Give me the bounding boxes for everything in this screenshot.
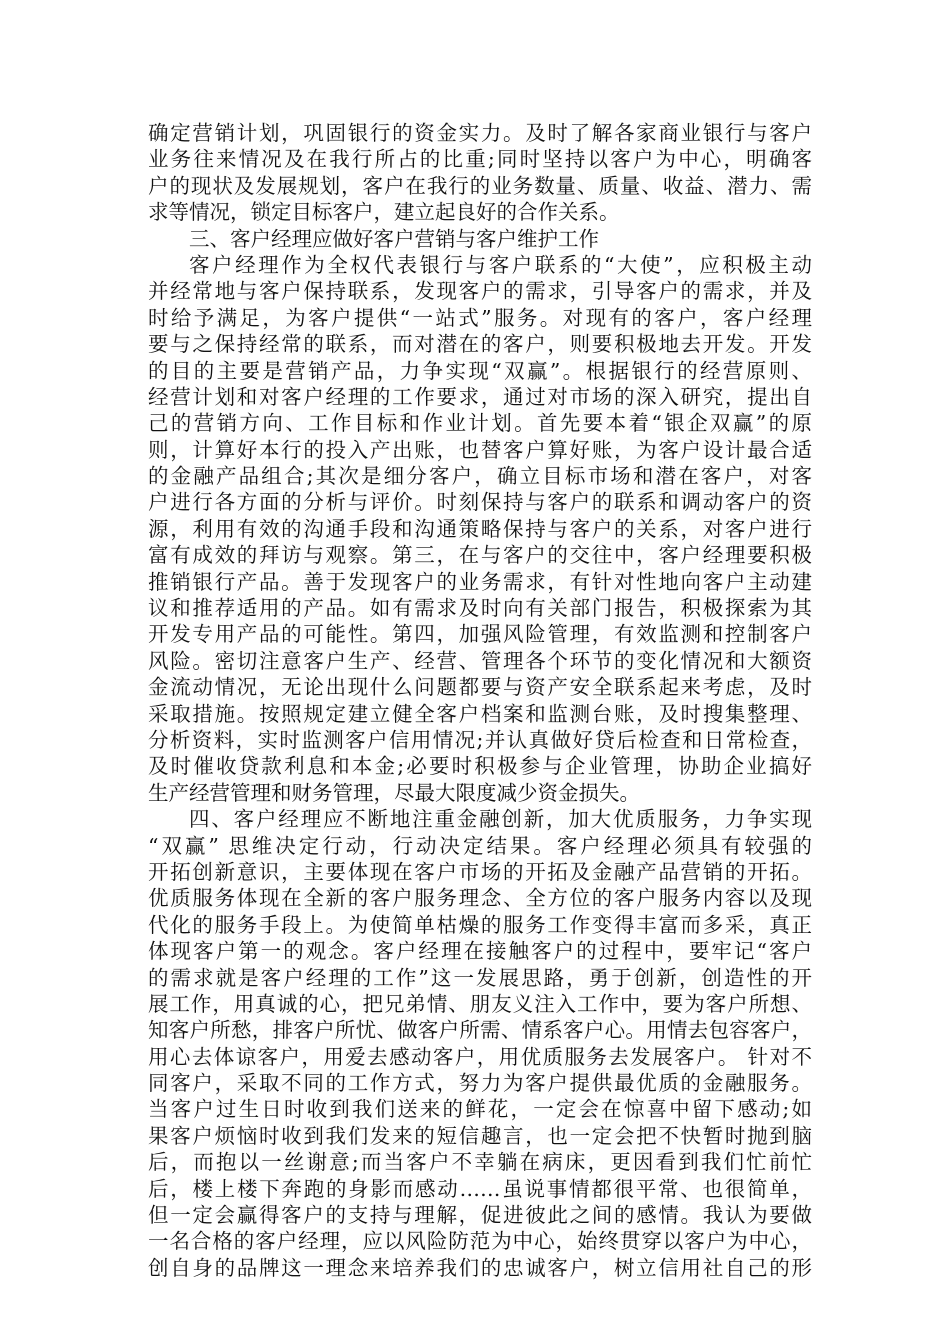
text-line: 用心去体谅客户，用爱去感动客户，用优质服务去发展客户。 针对不	[148, 1044, 812, 1069]
text-line: 代化的服务手段上。为使简单枯燥的服务工作变得丰富而多采，真正	[148, 912, 812, 937]
text-line: 确定营销计划，巩固银行的资金实力。及时了解各家商业银行与客户	[148, 121, 812, 145]
text-line: 体现客户第一的观念。客户经理在接触客户的过程中，要牢记“客户	[148, 939, 812, 964]
text-line: 三、客户经理应做好客户营销与客户维护工作	[189, 226, 599, 251]
text-line: 要与之保持经常的联系，而对潜在的客户，则要积极地去开发。开发	[148, 332, 812, 357]
text-line: 源，利用有效的沟通手段和沟通策略保持与客户的关系，对客户进行	[148, 516, 812, 541]
text-line: 客户经理作为全权代表银行与客户联系的“大使”，应积极主动	[189, 252, 812, 277]
text-line: 富有成效的拜访与观察。第三，在与客户的交往中，客户经理要积极	[148, 543, 812, 568]
text-line: 求等情况，锁定目标客户，建立起良好的合作关系。	[148, 200, 620, 225]
text-line: “双赢” 思维决定行动，行动决定结果。客户经理必须具有较强的	[148, 833, 812, 858]
text-line: 推销银行产品。善于发现客户的业务需求，有针对性地向客户主动建	[148, 569, 812, 594]
text-line: 四、客户经理应不断地注重金融创新，加大优质服务，力争实现	[189, 807, 812, 832]
text-line: 金流动情况，无论出现什么问题都要与资产安全联系起来考虑，及时	[148, 675, 812, 700]
text-line: 经营计划和对客户经理的工作要求，通过对市场的深入研究，提出自	[148, 384, 812, 409]
text-line: 创自身的品牌这一理念来培养我们的忠诚客户，树立信用社自己的形	[148, 1255, 812, 1280]
text-line: 采取措施。按照规定建立健全客户档案和监测台账，及时搜集整理、	[148, 701, 812, 726]
text-line: 户的现状及发展规划，客户在我行的业务数量、质量、收益、潜力、需	[148, 173, 812, 198]
text-line: 展工作，用真诚的心，把兄弟情、朋友义注入工作中，要为客户所想、	[148, 991, 812, 1016]
text-line: 的目的主要是营销产品，力争实现“双赢”。根据银行的经营原则、	[148, 358, 812, 383]
text-line: 户进行各方面的分析与评价。时刻保持与客户的联系和调动客户的资	[148, 490, 812, 515]
text-line: 议和推荐适用的产品。如有需求及时向有关部门报告，积极探索为其	[148, 596, 812, 621]
text-line: 果客户烦恼时收到我们发来的短信趣言，也一定会把不快暂时抛到脑	[148, 1123, 812, 1148]
text-line: 并经常地与客户保持联系，发现客户的需求，引导客户的需求，并及	[148, 279, 812, 304]
text-line: 当客户过生日时收到我们送来的鲜花，一定会在惊喜中留下感动;如	[148, 1097, 812, 1122]
text-line: 开拓创新意识，主要体现在客户市场的开拓及金融产品营销的开拓。	[148, 859, 812, 884]
text-line: 后，楼上楼下奔跑的身影而感动……虽说事情都很平常、也很简单，	[148, 1176, 812, 1201]
text-line: 但一定会赢得客户的支持与理解，促进彼此之间的感情。我认为要做	[148, 1203, 812, 1228]
text-line: 分析资料，实时监测客户信用情况;并认真做好贷后检查和日常检查，	[148, 727, 812, 752]
text-line: 的金融产品组合;其次是细分客户，确立目标市场和潜在客户，对客	[148, 464, 812, 489]
text-line: 同客户，采取不同的工作方式，努力为客户提供最优质的金融服务。	[148, 1071, 812, 1096]
text-line: 的需求就是客户经理的工作”这一发展思路，勇于创新，创造性的开	[148, 965, 812, 990]
text-line: 风险。密切注意客户生产、经营、管理各个环节的变化情况和大额资	[148, 648, 812, 673]
text-line: 后，而抱以一丝谢意;而当客户不幸躺在病床，更因看到我们忙前忙	[148, 1150, 812, 1175]
text-line: 生产经营管理和财务管理，尽最大限度减少资金损失。	[148, 780, 640, 805]
text-line: 一名合格的客户经理，应以风险防范为中心，始终贯穿以客户为中心，	[148, 1229, 812, 1254]
document-page	[148, 120, 812, 1281]
text-line: 则，计算好本行的投入产出账，也替客户算好账，为客户设计最合适	[148, 437, 812, 462]
text-line: 开发专用产品的可能性。第四，加强风险管理，有效监测和控制客户	[148, 622, 812, 647]
text-line: 时给予满足，为客户提供“一站式”服务。对现有的客户，客户经理	[148, 305, 812, 330]
text-line: 业务往来情况及在我行所占的比重;同时坚持以客户为中心，明确客	[148, 147, 812, 172]
text-line: 优质服务体现在全新的客户服务理念、全方位的客户服务内容以及现	[148, 886, 812, 911]
text-line: 己的营销方向、工作目标和作业计划。首先要本着“银企双赢”的原	[148, 411, 812, 436]
text-line: 知客户所愁，排客户所忧、做客户所需、情系客户心。用情去包容客户，	[148, 1018, 812, 1043]
text-line: 及时催收贷款利息和本金;必要时积极参与企业管理，协助企业搞好	[148, 754, 812, 779]
